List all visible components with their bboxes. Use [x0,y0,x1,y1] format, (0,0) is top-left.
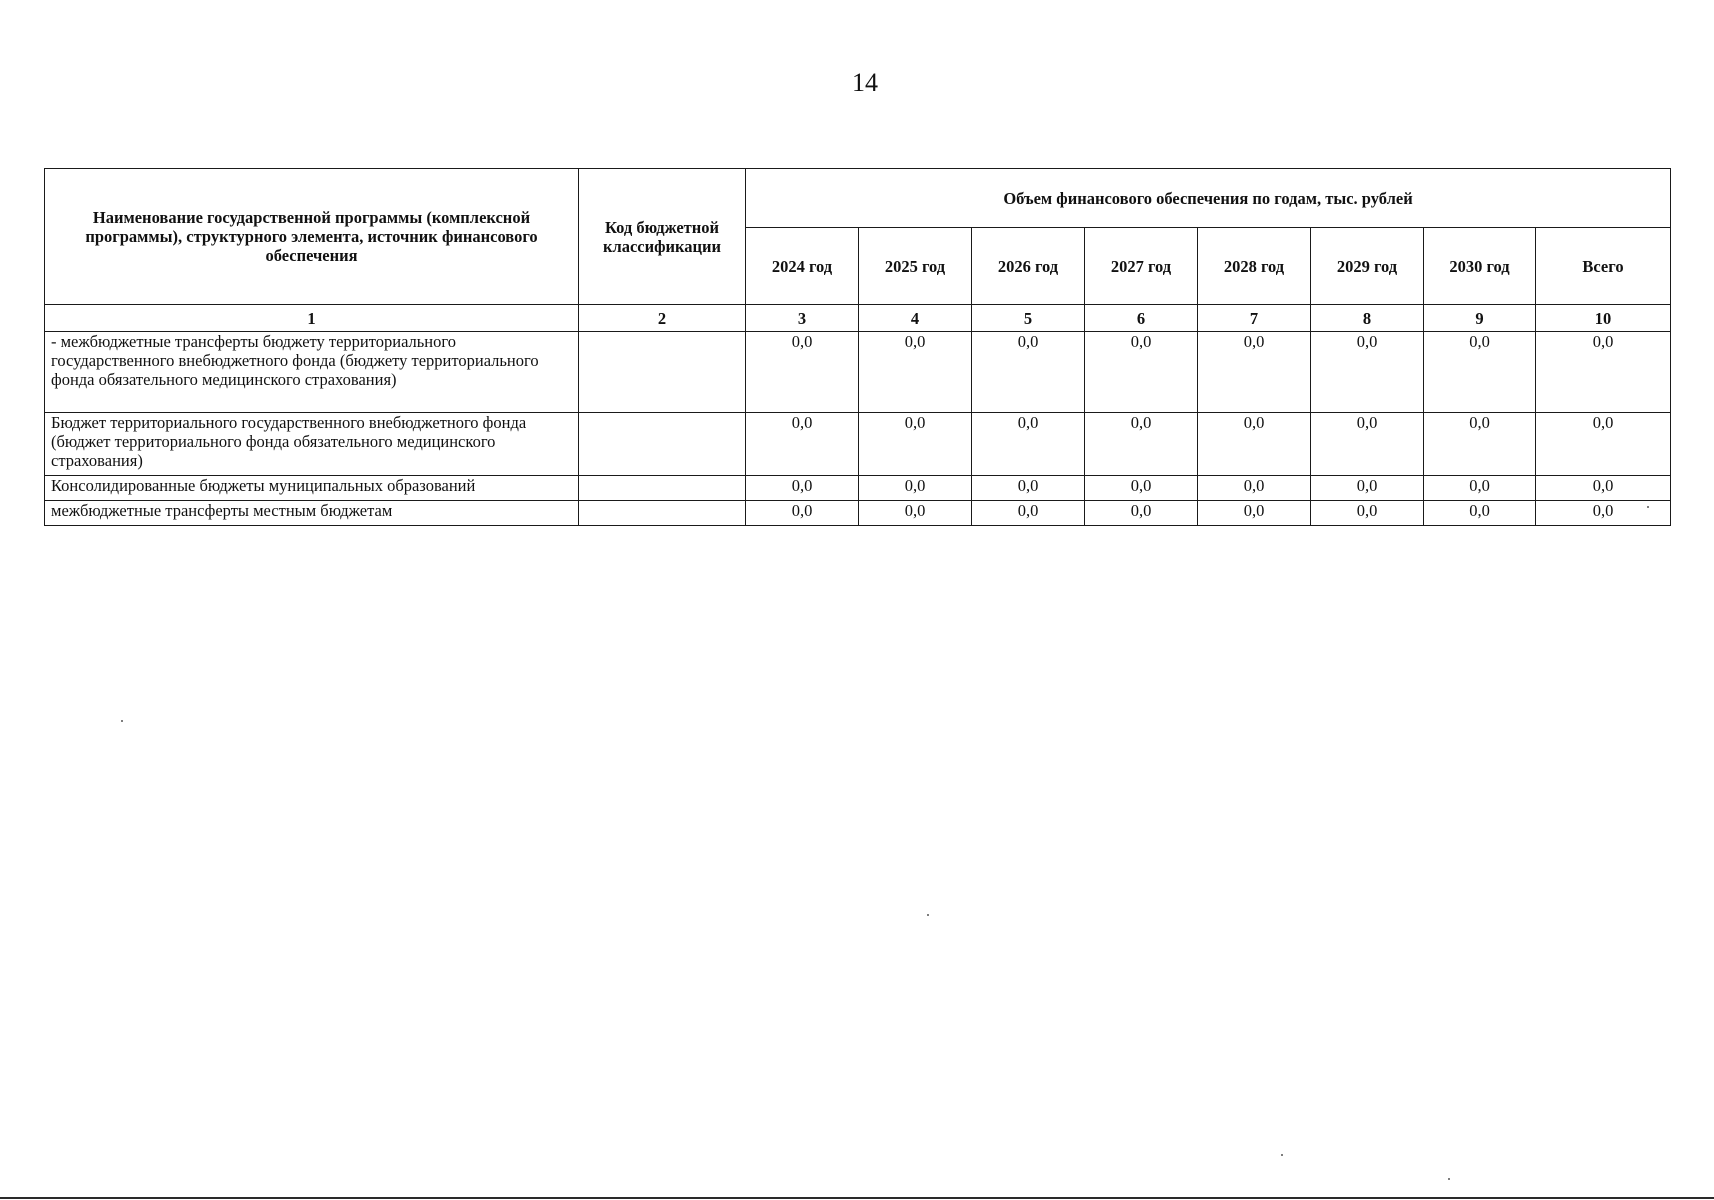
value-cell: 0,0 [1085,413,1198,476]
column-number: 6 [1085,305,1198,332]
total-cell: 0,0 [1536,501,1671,526]
value-cell: 0,0 [859,332,972,413]
value-cell: 0,0 [972,476,1085,501]
column-header-total: Всего [1536,228,1671,305]
row-label: Консолидированные бюджеты муниципальных образований [45,476,579,501]
scan-speck [1647,506,1649,508]
column-header-year: 2030 год [1424,228,1536,305]
table-row [45,476,1671,501]
column-header-code: Код бюджетной классификации [579,169,746,305]
value-cell: 0,0 [1085,501,1198,526]
value-cell: 0,0 [859,476,972,501]
value-cell: 0,0 [859,501,972,526]
column-number: 7 [1198,305,1311,332]
value-cell: 0,0 [746,476,859,501]
column-header-year: 2026 год [972,228,1085,305]
total-cell: 0,0 [1536,476,1671,501]
scan-speck [121,720,123,722]
total-cell: 0,0 [1536,413,1671,476]
column-number: 2 [579,305,746,332]
value-cell: 0,0 [859,413,972,476]
column-number: 9 [1424,305,1536,332]
column-header-year: 2027 год [1085,228,1198,305]
scan-speck [927,914,929,916]
value-cell: 0,0 [1311,501,1424,526]
value-cell: 0,0 [1424,501,1536,526]
value-cell: 0,0 [746,413,859,476]
table-row [45,501,1671,526]
value-cell: 0,0 [972,413,1085,476]
value-cell: 0,0 [1198,501,1311,526]
value-cell: 0,0 [1085,476,1198,501]
column-number-row [45,305,1671,332]
value-cell: 0,0 [1311,332,1424,413]
column-header-year: 2025 год [859,228,972,305]
column-group-header-financing: Объем финансового обеспечения по годам, тыс. рублей [746,169,1671,228]
row-label: - межбюджетные трансферты бюджету территориального государственного внебюджетного фонда (бюджету территориального фонда обязательного медицинского страхования) [45,332,579,413]
column-number: 4 [859,305,972,332]
value-cell: 0,0 [1198,476,1311,501]
column-header-name: Наименование государственной программы (комплексной программы), структурного элемента, источник финансового обеспечения [45,169,579,305]
row-budget-code [579,476,746,501]
column-header-year: 2029 год [1311,228,1424,305]
header-row-top [45,169,1671,228]
value-cell: 0,0 [746,501,859,526]
row-label: межбюджетные трансферты местным бюджетам [45,501,579,526]
column-header-year: 2024 год [746,228,859,305]
value-cell: 0,0 [1424,332,1536,413]
value-cell: 0,0 [972,332,1085,413]
value-cell: 0,0 [746,332,859,413]
row-label: Бюджет территориального государственного внебюджетного фонда (бюджет территориального фонда обязательного медицинского страхования) [45,413,579,476]
financing-table [44,168,1671,526]
column-number: 1 [45,305,579,332]
column-number: 5 [972,305,1085,332]
value-cell: 0,0 [1085,332,1198,413]
value-cell: 0,0 [972,501,1085,526]
value-cell: 0,0 [1198,413,1311,476]
scan-speck [1281,1154,1283,1156]
value-cell: 0,0 [1311,476,1424,501]
column-number: 3 [746,305,859,332]
scan-speck [1448,1178,1450,1180]
table-row [45,332,1671,413]
row-budget-code [579,332,746,413]
row-budget-code [579,413,746,476]
row-budget-code [579,501,746,526]
column-header-year: 2028 год [1198,228,1311,305]
column-number: 10 [1536,305,1671,332]
value-cell: 0,0 [1311,413,1424,476]
value-cell: 0,0 [1424,413,1536,476]
value-cell: 0,0 [1424,476,1536,501]
table-row [45,413,1671,476]
scan-edge-line [0,1197,1714,1199]
total-cell: 0,0 [1536,332,1671,413]
column-number: 8 [1311,305,1424,332]
value-cell: 0,0 [1198,332,1311,413]
page-number: 14 [852,68,878,97]
